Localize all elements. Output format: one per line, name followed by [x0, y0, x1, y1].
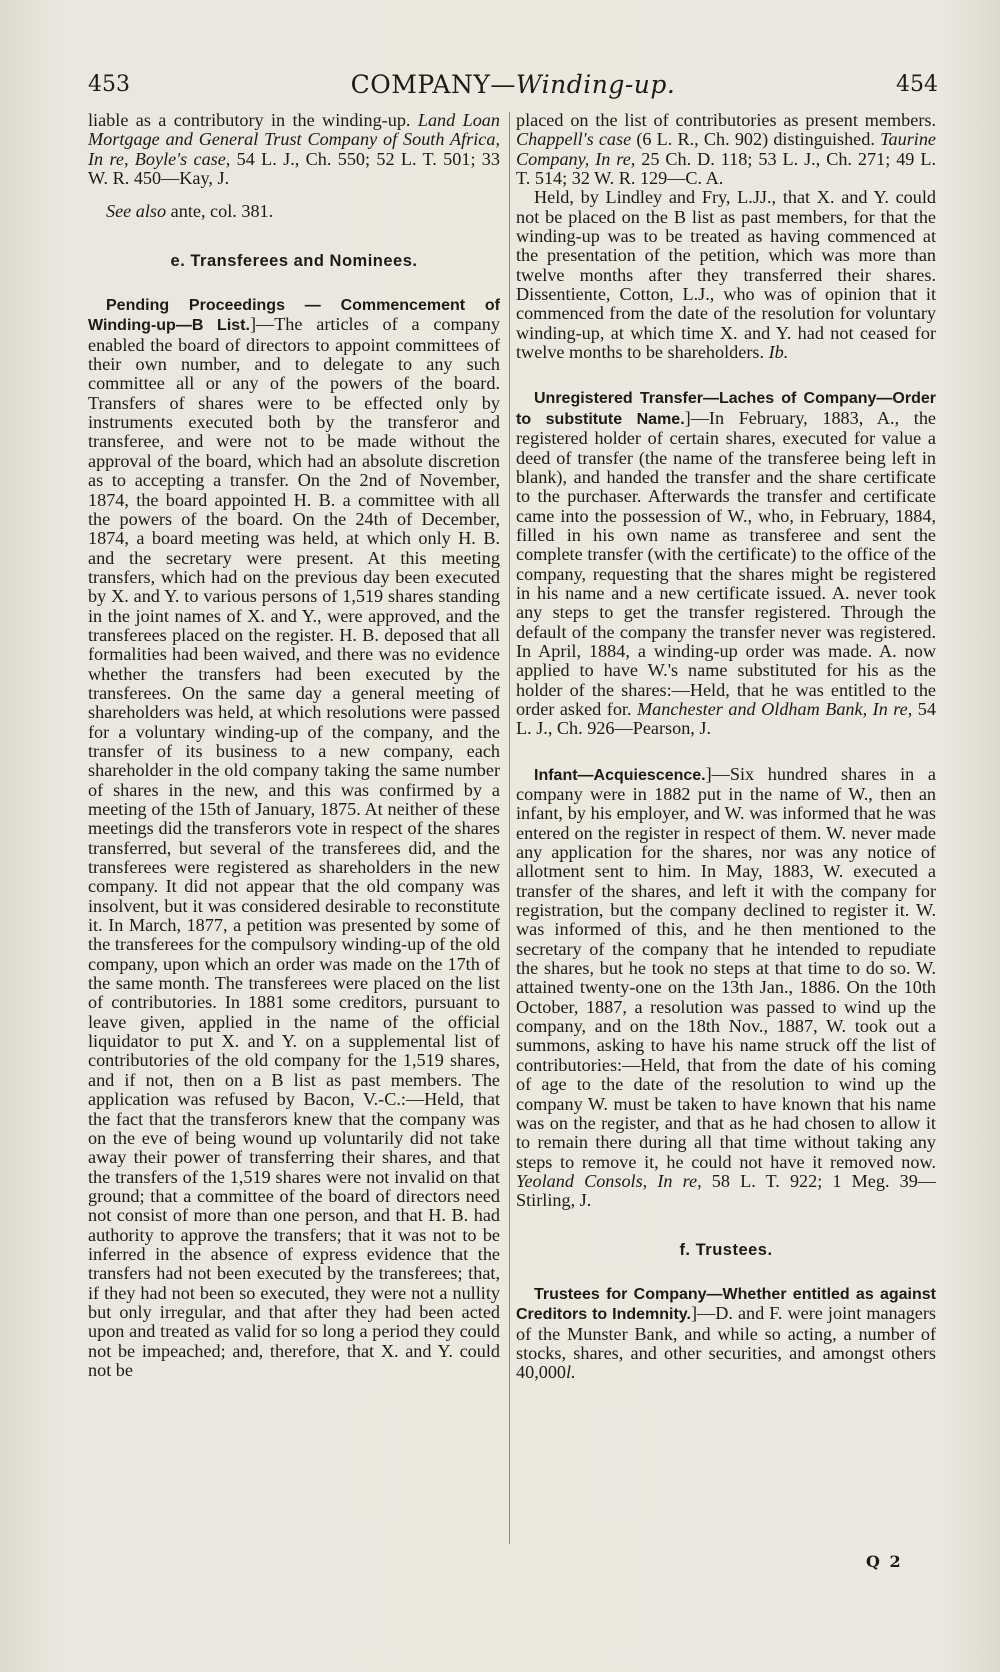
paragraph-lead: Trustees for Company—Whether entitled as against Creditors to Indemnity. — [516, 1285, 936, 1324]
text: ante, col. 381. — [166, 201, 274, 222]
signature-mark: Q 2 — [866, 1552, 903, 1571]
page-number-right: 454 — [896, 72, 938, 97]
paragraph-continuation — [88, 111, 500, 188]
page-number-left: 453 — [88, 72, 130, 97]
paragraph-continuation-right — [516, 111, 936, 188]
text: 58 L. T. 922; 1 Meg. 39—Stirling, J. — [516, 1170, 936, 1211]
text: 54 L. J., Ch. 926—Pearson, J. — [516, 698, 936, 739]
case-citation: Yeoland Consols, In re, — [516, 1170, 702, 1191]
running-title — [88, 70, 938, 99]
text: placed on the list of contributories as present members. — [516, 110, 936, 130]
left-column — [88, 111, 500, 1380]
case-citation: Taurine Company, In re, — [516, 129, 937, 169]
text: 25 Ch. D. 118; 53 L. J., Ch. 271; 49 L. T. 514; 32 W. R. 129—C. A. — [516, 148, 936, 189]
column-divider — [509, 112, 510, 1544]
ibid: Ib. — [768, 342, 789, 363]
see-also: See also — [106, 201, 167, 222]
paragraph-infant — [516, 765, 936, 1211]
text: liable as a contributory in the winding-up. — [88, 110, 418, 130]
paragraph-held — [516, 188, 936, 362]
section-heading-f: f. Trustees. — [679, 1240, 773, 1259]
cross-reference — [88, 202, 500, 221]
text: ]—In February, 1883, A., the registered holder of certain shares, executed for value a deed of transfer (the name of the transferee being left in blank), and handed the transfer and the share certificate to the purchaser. Afterwards the transfer and certificate came into the possession of W., who, in February, 1884, filled in his own name as transferee and sent the complete transfer (with the certificate) to the office of the company, requesting that the shares might be registered in his name and a new certificate issued. A. never took any steps to get the transfer registered. Through the default of the company the transfer never was registered. In April, 1884, a winding-up order was made. A. now applied to have W.'s name substituted for his as the holder of the shares:—Held, that he was entitled to the order asked for. — [516, 407, 936, 719]
right-column — [516, 111, 936, 1383]
running-header — [88, 70, 938, 110]
pound-symbol: l. — [566, 1362, 576, 1383]
case-citation: Manchester and Oldham Bank, In re, — [637, 698, 913, 719]
case-citation: Chappell's case — [516, 129, 632, 150]
running-title-italic: Winding-up. — [515, 70, 676, 99]
text: ]—D. and F. were joint managers of the Munster Bank, and while so acting, a number of stocks, shares, and other securities, and amongst others 40,000 — [516, 1303, 937, 1383]
section-heading-e: e. Transferees and Nominees. — [170, 251, 418, 270]
text: ]—Six hundred shares in a company were in 1882 put in the name of W., then an infant, by his employer, and W. was informed that he was entered on the register in respect of them. W. never made any application for the shares, nor was any notice of allotment sent to him. In May, 1883, W. executed a transfer of the shares, and left it with the company for registration, but the company declined to register it. W. was informed of this, and he then mentioned to the secretary of the company that he intended to repudiate the shares, but he took no steps at that time to do so. W. attained twenty-one on the 13th Jan., 1886. On the 10th October, 1887, a resolution was passed to wind up the company, and on the 18th Nov., 1887, W. took out a summons, asking to have his name struck off the list of contributories:—Held, that from the date of his coming of age to the date of the resolution to wind up the company W. must be taken to have known that his name was on the register, and that as he had chosen to allow it to remain there during all that time without taking any steps to remove it, he could not have it removed now. — [516, 763, 936, 1172]
paragraph-lead: Pending Proceedings — Commencement of Winding-up—B List. — [88, 297, 500, 335]
text: ]—The articles of a company enabled the board of directors to appoint committees of their own number, and to delegate to any such committee all or any of the powers of the board. Transfers of shares were to be effected only by instruments executed both by the transferor and transferee, and were not to be made without the approval of the board, which had an absolute discretion as to accepting a transfer. On the 2nd of November, 1874, the board appointed H. B. a committee with all the powers of the board. On the 24th of December, 1874, a board meeting was held, at which only H. B. and the secretary were present. At this meeting transfers, which had on the previous day been executed by X. and Y. to various persons of 1,519 shares standing in the joint names of X. and Y., were approved, and the transferees placed on the register. H. B. deposed that all formalities had been waived, and there was no evidence whether the transfers had been executed by the transferees. On the same day a general meeting of shareholders was held, at which resolutions were passed for a voluntary winding-up of the company, and the transfer of its business to a new company, each shareholder in the old company taking the same number of shares in the new, and this was confirmed by a meeting of the 15th of January, 1875. At neither of these meetings did the transferors vote in respect of the shares transferred, but several of the transferees did, and the transferees were registered as shareholders in the new company. It did not appear that the old company was insolvent, but it was considered desirable to reconstitute it. In March, 1877, a petition was presented by some of the transferees for the compulsory winding-up of the old company, upon which an order was made on the 17th of the same month. The transferees were placed on the list of contributories. In 1881 some creditors, pursuant to leave given, applied in the name of the official liquidator to put X. and Y. on a supplemental list of contributories of the old company for the 1,519 shares, and if not, then on a B list as past members. The application was refused by Bacon, V.-C.:—Held, that the fact that the transferors knew that the company was on the eve of being wound up voluntarily did not take away their power of transferring their shares, and that the transfers of the 1,519 shares were not invalid on that ground; that a committee of the board of directors need not consist of more than one person, and that H. B. had authority to approve the transfers; that it was not to be inferred in the absence of express evidence that the transfers had not been executed by the transferees; that, if they had not been so executed, they were not a nullity but only irregular, and that after they had been acted upon and treated as valid for so long a period they could not be impeached; and, therefore, that X. and Y. could not be — [88, 314, 500, 1380]
running-title-main: COMPANY— — [350, 70, 516, 99]
paragraph-trustees — [516, 1284, 936, 1383]
case-citation: Land Loan Mortgage and General Trust Company of South Africa, In re, Boyle's case, — [88, 110, 500, 169]
paragraph-lead: Unregistered Transfer—Laches of Company—Order to substitute Name. — [516, 390, 936, 428]
text: 54 L. J., Ch. 550; 52 L. T. 501; 33 W. R. 450—Kay, J. — [88, 148, 500, 189]
text: Held, by Lindley and Fry, L.JJ., that X. and Y. could not be placed on the B list as past members, for that the winding-up was to be treated as having commenced at the presentation of the petition, which was more than twelve months after they transferred their shares. Dissentiente, Cotton, L.J., who was of opinion that it commenced from the date of the resolution for voluntary winding-up, at which time X. and Y. had not ceased for twelve months to be shareholders. — [516, 187, 936, 363]
text: (6 L. R., Ch. 902) distinguished. — [631, 129, 881, 150]
paragraph-pending-proceedings — [88, 295, 500, 1380]
paragraph-unregistered-transfer — [516, 388, 936, 738]
paragraph-lead: Infant—Acquiescence. — [534, 766, 706, 784]
